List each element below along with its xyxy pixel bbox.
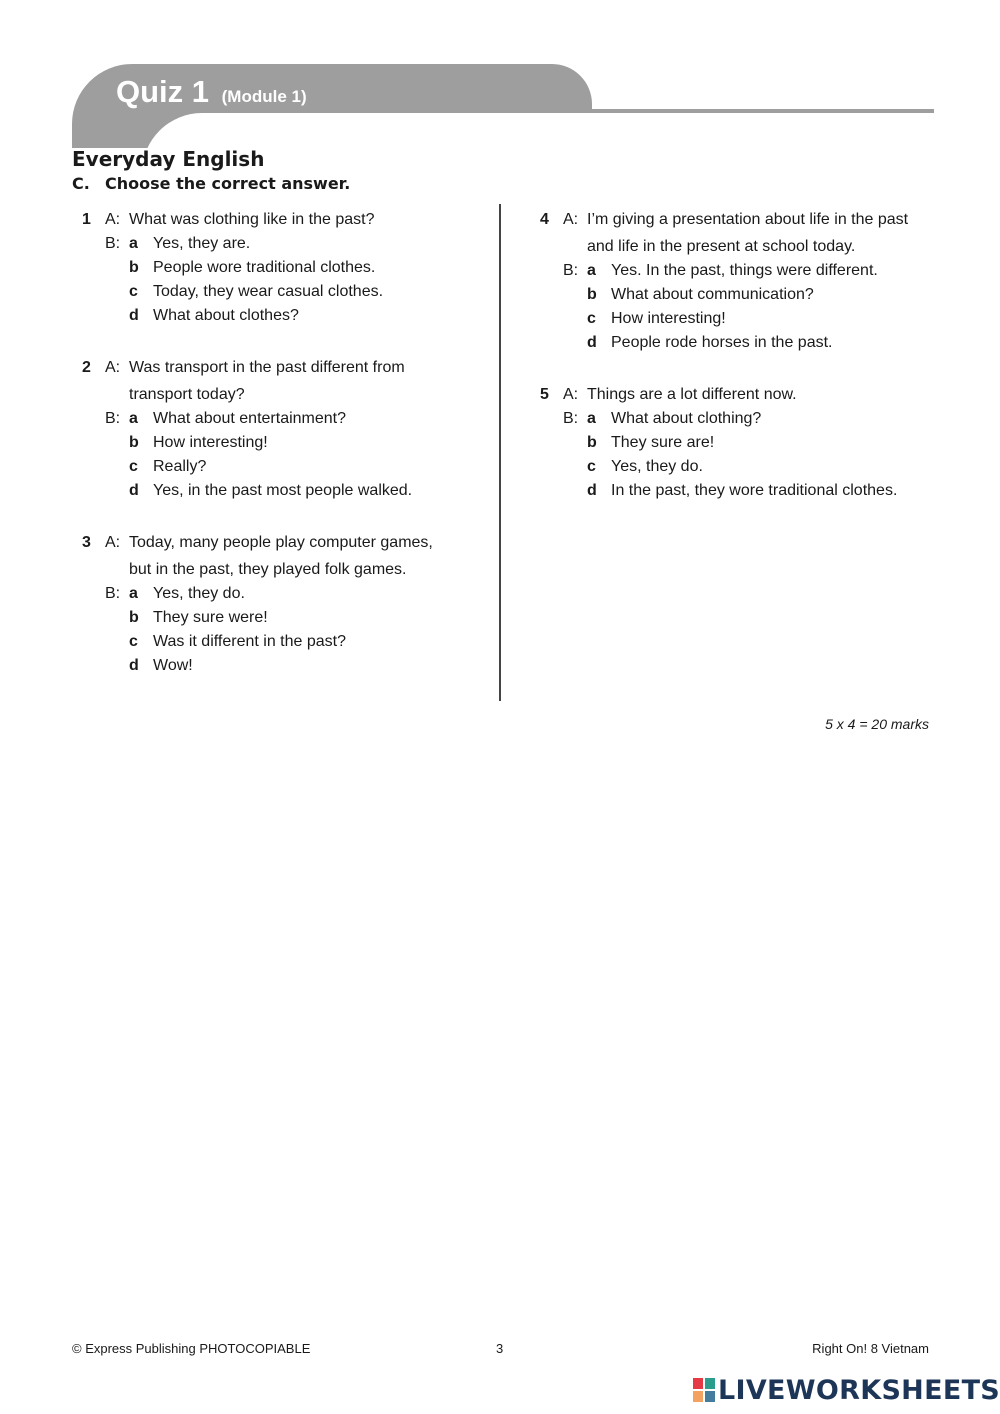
option-letter: a <box>129 410 138 427</box>
speaker-a-line: Today, many people play computer games, <box>129 534 433 551</box>
option-text[interactable]: What about communication? <box>611 286 814 303</box>
option-letter: c <box>587 310 596 327</box>
liveworksheets-logo[interactable] <box>693 1373 1000 1407</box>
logo-square <box>705 1378 715 1389</box>
option-letter: b <box>129 259 139 276</box>
option-letter: c <box>129 633 138 650</box>
option-text[interactable]: How interesting! <box>611 310 726 327</box>
option-text[interactable]: Wow! <box>153 657 193 674</box>
option-letter: b <box>587 434 597 451</box>
option-text[interactable]: Yes, they do. <box>153 585 245 602</box>
logo-square <box>705 1391 715 1402</box>
instruction-text: Choose the correct answer. <box>105 174 351 193</box>
speaker-a-label: A: <box>105 359 121 376</box>
option-letter: d <box>587 334 597 351</box>
footer-page-number: 3 <box>496 1341 504 1356</box>
option-text[interactable]: They sure were! <box>153 609 268 626</box>
question-number: 2 <box>82 359 91 376</box>
option-text[interactable]: What about entertainment? <box>153 410 347 427</box>
option-letter: d <box>129 657 139 674</box>
option-letter: a <box>587 410 596 427</box>
header-rule <box>590 109 934 113</box>
marks-total: 5 x 4 = 20 marks <box>825 716 929 732</box>
speaker-a-line: Things are a lot different now. <box>587 386 797 403</box>
option-letter: d <box>587 482 597 499</box>
option-text[interactable]: Really? <box>153 458 207 475</box>
logo-square <box>693 1391 703 1402</box>
speaker-a-line: and life in the present at school today. <box>587 238 856 255</box>
footer-copyright: © Express Publishing PHOTOCOPIABLE <box>72 1341 311 1356</box>
speaker-b-label: B: <box>563 410 579 427</box>
question-number: 5 <box>540 386 549 403</box>
speaker-b-label: B: <box>105 585 121 602</box>
quiz-subtitle: (Module 1) <box>221 87 307 106</box>
option-letter: b <box>129 609 139 626</box>
question-number: 1 <box>82 211 91 228</box>
option-letter: d <box>129 307 139 324</box>
logo-square <box>693 1378 703 1389</box>
speaker-a-line: What was clothing like in the past? <box>129 211 375 228</box>
column-divider <box>499 204 501 701</box>
instruction-letter: C. <box>72 174 90 193</box>
speaker-b-label: B: <box>105 235 121 252</box>
option-text[interactable]: People rode horses in the past. <box>611 334 833 351</box>
option-text[interactable]: People wore traditional clothes. <box>153 259 376 276</box>
question-number: 4 <box>540 211 549 228</box>
option-text[interactable]: They sure are! <box>611 434 715 451</box>
option-text[interactable]: Yes, in the past most people walked. <box>153 482 413 499</box>
option-text[interactable]: What about clothing? <box>611 410 762 427</box>
speaker-a-label: A: <box>105 534 121 551</box>
instruction <box>72 174 350 193</box>
question-number: 3 <box>82 534 91 551</box>
option-text[interactable]: Yes, they do. <box>611 458 703 475</box>
speaker-a-label: A: <box>105 211 121 228</box>
liveworksheets-logo-text: LIVEWORKSHEETS <box>718 1374 1000 1406</box>
option-text[interactable]: Today, they wear casual clothes. <box>153 283 384 300</box>
quiz-title-text: Quiz 1 <box>116 74 210 109</box>
option-text[interactable]: Was it different in the past? <box>153 633 346 650</box>
footer-book-title: Right On! 8 Vietnam <box>812 1341 929 1356</box>
option-letter: a <box>129 585 138 602</box>
option-text[interactable]: Yes. In the past, things were different. <box>611 262 878 279</box>
speaker-a-label: A: <box>563 386 579 403</box>
option-text[interactable]: How interesting! <box>153 434 268 451</box>
speaker-a-line: but in the past, they played folk games. <box>129 561 407 578</box>
liveworksheets-logo-icon <box>693 1378 715 1402</box>
option-letter: a <box>129 235 138 252</box>
speaker-a-line: I’m giving a presentation about life in the past <box>587 211 909 228</box>
speaker-a-line: Was transport in the past different from <box>129 359 405 376</box>
option-text[interactable]: Yes, they are. <box>153 235 251 252</box>
option-letter: c <box>129 458 138 475</box>
option-letter: b <box>587 286 597 303</box>
option-letter: c <box>129 283 138 300</box>
speaker-a-line: transport today? <box>129 386 245 403</box>
option-letter: d <box>129 482 139 499</box>
option-text[interactable]: In the past, they wore traditional clothes. <box>611 482 898 499</box>
quiz-title <box>116 74 307 110</box>
speaker-a-label: A: <box>563 211 579 228</box>
option-letter: c <box>587 458 596 475</box>
speaker-b-label: B: <box>563 262 579 279</box>
section-title: Everyday English <box>72 147 265 171</box>
speaker-b-label: B: <box>105 410 121 427</box>
option-letter: b <box>129 434 139 451</box>
option-text[interactable]: What about clothes? <box>153 307 299 324</box>
option-letter: a <box>587 262 596 279</box>
